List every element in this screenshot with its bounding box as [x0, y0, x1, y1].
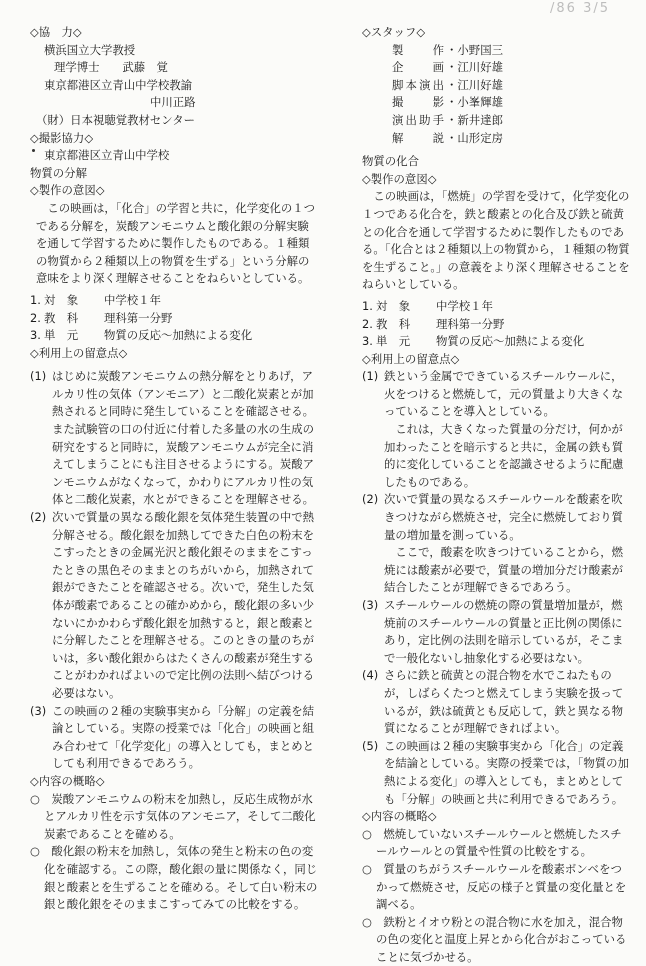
target-value: 物質の反応～加熱による変化 — [436, 334, 585, 349]
intent-heading: ◇製作の意図◇ — [30, 183, 105, 198]
cooperation-line: 理学博士 武藤 覚 — [54, 60, 168, 75]
intent-text: この映画は，「化合」の学習と共に，化学変化の１つである分解を，炭酸アンモニウムと酸化銀の分解実験を通して学習するために製作したものである。１種類の物質から２種類以上の物質を生ずる」という分解の意味をより深く理解させることをねらいとしている。 — [36, 200, 316, 286]
corner-mark: /86 3/5 — [550, 1, 610, 16]
cooperation-line: 東京都港区立青山中学校教諭 — [44, 77, 193, 92]
film-title: 物質の化合 — [362, 154, 419, 169]
staff-row: 企画 ・ 江川好雄 — [392, 60, 503, 75]
summary-item: ○ 鉄粉とイオウ粉との混合物に水を加え，混合物の色の変化と温度上昇とから化合がおこっていることに気づかせる。 — [362, 914, 627, 964]
target-list — [362, 298, 630, 351]
notes-heading: ◇利用上の留意点◇ — [30, 345, 128, 360]
note-continuation: これは，大きくなった質量の分だけ，何かが加わったことを暗示すると共に，金属の鉄も質的に変化していることを認識させるように配慮したものである。 — [384, 422, 624, 489]
filming-heading: ◇撮影協力◇ — [30, 130, 94, 145]
note-paragraph: (5) この映画は２種の実験事実から「化合」の定義を結論としている。実際の授業では，「物質の加熱による変化」の導入としても，まとめとしても「分解」の映画と共に利用できるであろう。 — [362, 738, 629, 806]
right-column — [362, 24, 630, 966]
note-paragraph: (3) スチールウールの燃焼の際の質量増加量が，燃焼前のスチールウールの質量と正比例の関係にあり，定比例の法則を暗示しているが，そこまで一般化ないし抽象化する必要はない。 — [362, 598, 624, 665]
cooperation-line: 横浜国立大学教授 — [44, 42, 136, 57]
summary-item: ○ 質量のちがうスチールウールを酸素ボンベをつかって燃焼させ，反応の様子と質量の変化量とを調べる。 — [362, 861, 627, 912]
target-label: 対 象 — [376, 298, 411, 313]
intent-text: この映画は，「燃焼」の学習を受けて，化学変化の１つである化合を，鉄と酸素との化合及び鉄と硫黄との化合を通して学習するために製作したものである。「化合とは２種類以上の物質から，１種類の物質を生ずること。」の意義をより深く理解させることをねらいとしている。 — [362, 189, 630, 292]
note-paragraph: (1) 鉄という金属でできているスチールウールに，火をつけると燃焼して，元の質量より大きくなっていることを導入としている。 — [362, 369, 623, 419]
target-row: 2. 教 科 理科第一分野 — [30, 310, 318, 328]
note-paragraph: (4) さらに鉄と硫黄との混合物を水でこねたものが，しばらくたつと燃えてしまう実験を扱っているが，鉄は硫黄とも反応して，鉄と異なる物質になることが理解できればよい。 — [362, 668, 624, 736]
target-value: 理科第一分野 — [104, 310, 173, 325]
cooperation-line: （財）日本視聴覚教材センター — [36, 112, 196, 127]
staff-row: 製作 ・ 小野国三 — [392, 42, 503, 57]
target-label: 単 元 — [376, 334, 411, 349]
target-row: 1. 対 象 中学校１年 — [30, 292, 318, 310]
target-value: 中学校１年 — [436, 298, 493, 313]
target-value: 物質の反応～加熱による変化 — [104, 328, 253, 343]
summary-item: ○ 燃焼していないスチールウールと燃焼したスチールウールとの質量や性質の比較をする。 — [362, 826, 622, 859]
target-row: 3. 単 元 物質の反応～加熱による変化 — [362, 333, 630, 351]
film-title: 物質の分解 — [30, 165, 87, 180]
target-value: 理科第一分野 — [436, 316, 505, 331]
target-label: 教 科 — [376, 316, 411, 331]
target-list — [30, 292, 318, 345]
staff-heading: ◇スタッフ◇ — [362, 25, 426, 39]
intent-heading: ◇製作の意図◇ — [362, 171, 437, 186]
cooperation-heading: ◇協 力◇ — [30, 25, 82, 39]
note-paragraph: (2) 次いで質量の異なる酸化銀を気体発生装置の中で熱分解させる。酸化銀を加熱してできた白色の粉末をこすったときの金属光沢と酸化銀そのままをこすったときの黒色そのままとのちがいから，加熱されて銀ができたことを確認させる。次いで，発生した気体が酸素であることの確かめから，酸化銀の多い少ないにかかわらず酸化銀を加熱すると，銀と酸素とに分解したことを理解させる。このときの量のちがいは，多い酸化銀からはたくさんの酸素が発生することがわかればよいので定比例の法則へ結びつける必要はない。 — [30, 510, 314, 700]
target-row: 2. 教 科 理科第一分野 — [362, 316, 630, 334]
note-paragraph: (2) 次いで質量の異なるスチールウールを酸素を吹きつけながら燃焼させ，完全に燃焼しており質量の増加量を測っている。 — [362, 492, 623, 542]
target-row: 1. 対 象 中学校１年 — [362, 298, 630, 316]
staff-row: 解説 ・ 山形定房 — [392, 130, 503, 145]
target-label: 教 科 — [44, 310, 79, 325]
note-paragraph: (3) この映画の２種の実験事実から「分解」の定義を結論としている。実際の授業では「化合」の映画と組み合わせて「化学変化」の導入としても，まとめとしても利用できるであろう。 — [30, 703, 314, 771]
target-value: 中学校１年 — [104, 292, 161, 307]
filming-line: 東京都港区立青山中学校 — [44, 148, 170, 163]
summary-heading: ◇内容の概略◇ — [362, 809, 437, 824]
target-label: 対 象 — [44, 292, 79, 307]
left-column — [30, 24, 318, 914]
staff-row: 演出助手 ・ 新井達郎 — [392, 112, 503, 127]
staff-row: 脚本演出 ・ 江川好雄 — [392, 77, 503, 92]
summary-heading: ◇内容の概略◇ — [30, 773, 105, 788]
target-label: 単 元 — [44, 328, 79, 343]
target-row: 3. 単 元 物質の反応～加熱による変化 — [30, 327, 318, 345]
summary-item: ○ 炭酸アンモニウムの粉末を加熱し，反応生成物が水とアルカリ性を示す気体のアンモニア，そして二酸化炭素であることを確める。 — [30, 791, 316, 841]
cooperation-line: 中川正路 — [150, 95, 196, 110]
notes-heading: ◇利用上の留意点◇ — [362, 351, 460, 366]
staff-row: 撮影 ・ 小峯輝雄 — [392, 95, 503, 110]
note-paragraph: (1) はじめに炭酸アンモニウムの熱分解をとりあげ，アルカリ性の気体（アンモニア）と二酸化炭素とが加熱されると同時に発生していることを確認させる。また試験管の口の付近に付着した多量の水の生成の研究をすると同時に，炭酸アンモニウムが完全に消えてしまうことにも注目させるようにする。炭酸アンモニウムがなくなって，かわりにアルカリ性の気体と二酸化炭素，水とができることを理解させる。 — [30, 369, 314, 507]
note-continuation: ここで，酸素を吹きつけていることから，燃焼には酸素が必要で，質量の増加分だけ酸素が結合したことが理解できるであろう。 — [384, 545, 623, 595]
summary-item: ○ 酸化銀の粉末を加熱し，気体の発生と粉末の色の変化を確認する。この際，酸化銀の量に関係なく，同じ銀と酸素とを生ずることを確める。そして白い粉末の銀と酸化銀をそのままこすってみての比較をする。 — [30, 844, 318, 912]
